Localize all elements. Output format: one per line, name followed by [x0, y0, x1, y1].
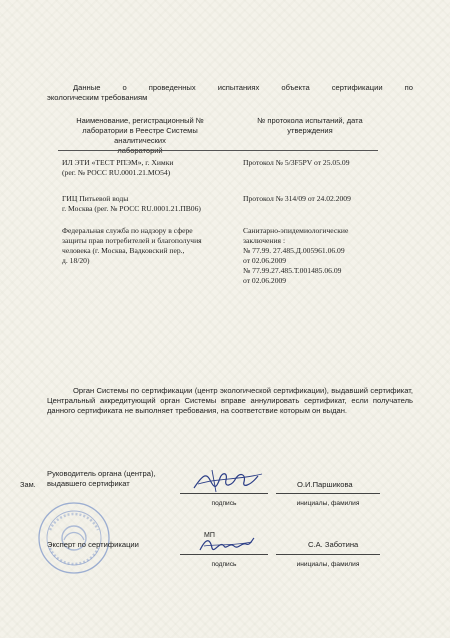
table-row-protocol — [243, 194, 383, 204]
revocation-text — [47, 386, 413, 417]
protocol-line: № 77.99.27.485.Т.001485.06.09 — [243, 266, 342, 275]
head-sign-caption: подпись — [211, 500, 237, 507]
head-title — [47, 469, 207, 489]
header-protocol-line: утверждения — [287, 126, 333, 135]
protocol-line: от 02.06.2009 — [243, 276, 287, 285]
expert-sign-line — [180, 554, 268, 555]
table-row-protocol — [243, 158, 383, 168]
table-row-protocol — [243, 226, 383, 286]
head-title-line: выдавшего сертификат — [47, 479, 130, 488]
table-row-lab — [62, 226, 242, 266]
head-signature-icon — [188, 466, 266, 496]
lab-line: д. 18/20) — [62, 256, 90, 265]
seal-place-label: МП — [204, 532, 215, 539]
head-name-caption: инициалы, фамилия — [296, 500, 360, 507]
table-row-lab — [62, 194, 242, 214]
table-header-protocol — [245, 116, 375, 136]
lab-line: (рег. № РОСС RU.0001.21.МО54) — [62, 168, 171, 177]
table-header-rule — [58, 150, 378, 151]
head-sign-line — [180, 493, 268, 494]
expert-name: С.А. Заботина — [308, 540, 359, 549]
protocol-line: Санитарно-эпидемиологические — [243, 226, 349, 235]
lab-line: ИЛ ЭТИ «ТЕСТ РПЭМ», г. Химки — [62, 158, 174, 167]
protocol-line: Протокол № 5/3F5PV от 25.05.09 — [243, 158, 350, 167]
intro-text — [47, 83, 413, 103]
revocation-text-content: Орган Системы по сертификации (центр экологической сертификации), выдавший сертификат, Центральный аккредитующий орган Системы вправе аннулировать сертификат, если получатель данного сертификата не выполняет требования, на соответствие которым он выдан. — [47, 386, 413, 416]
intro-line-2: экологическим требованиям — [47, 93, 148, 102]
expert-title: Эксперт по сертификации — [47, 540, 139, 549]
header-protocol-line: № протокола испытаний, дата — [257, 116, 363, 125]
seal-icon — [36, 500, 112, 576]
lab-line: человека (г. Москва, Вадковский пер., — [62, 246, 185, 255]
head-title-line: Руководитель органа (центра), — [47, 469, 156, 478]
protocol-line: № 77.99. 27.485.Д.005961.06.09 — [243, 246, 345, 255]
lab-line: г. Москва (рег. № РОСС RU.0001.21.ПВ06) — [62, 204, 201, 213]
head-name: О.И.Паршикова — [297, 480, 353, 489]
protocol-line: заключения : — [243, 236, 286, 245]
lab-line: ГИЦ Питьевой воды — [62, 194, 129, 203]
table-row-lab — [62, 158, 242, 178]
header-lab-line: лабораторий — [117, 146, 163, 155]
expert-name-line — [276, 554, 380, 555]
intro-line-1: Данные о проведенных испытаниях объекта сертификации по — [73, 83, 413, 92]
expert-sign-caption: подпись — [211, 561, 237, 568]
protocol-line: от 02.06.2009 — [243, 256, 287, 265]
header-lab-line: лаборатории в Реестре Системы аналитических — [82, 126, 198, 145]
expert-signature-icon — [196, 534, 256, 556]
lab-line: Федеральная служба по надзору в сфере — [62, 226, 193, 235]
expert-name-caption: инициалы, фамилия — [296, 561, 360, 568]
lab-line: защиты прав потребителей и благополучия — [62, 236, 202, 245]
header-lab-line: Наименование, регистрационный № — [76, 116, 204, 125]
protocol-line: Протокол № 314/09 от 24.02.2009 — [243, 194, 351, 203]
deputy-label: Зам. — [20, 480, 36, 489]
head-name-line — [276, 493, 380, 494]
